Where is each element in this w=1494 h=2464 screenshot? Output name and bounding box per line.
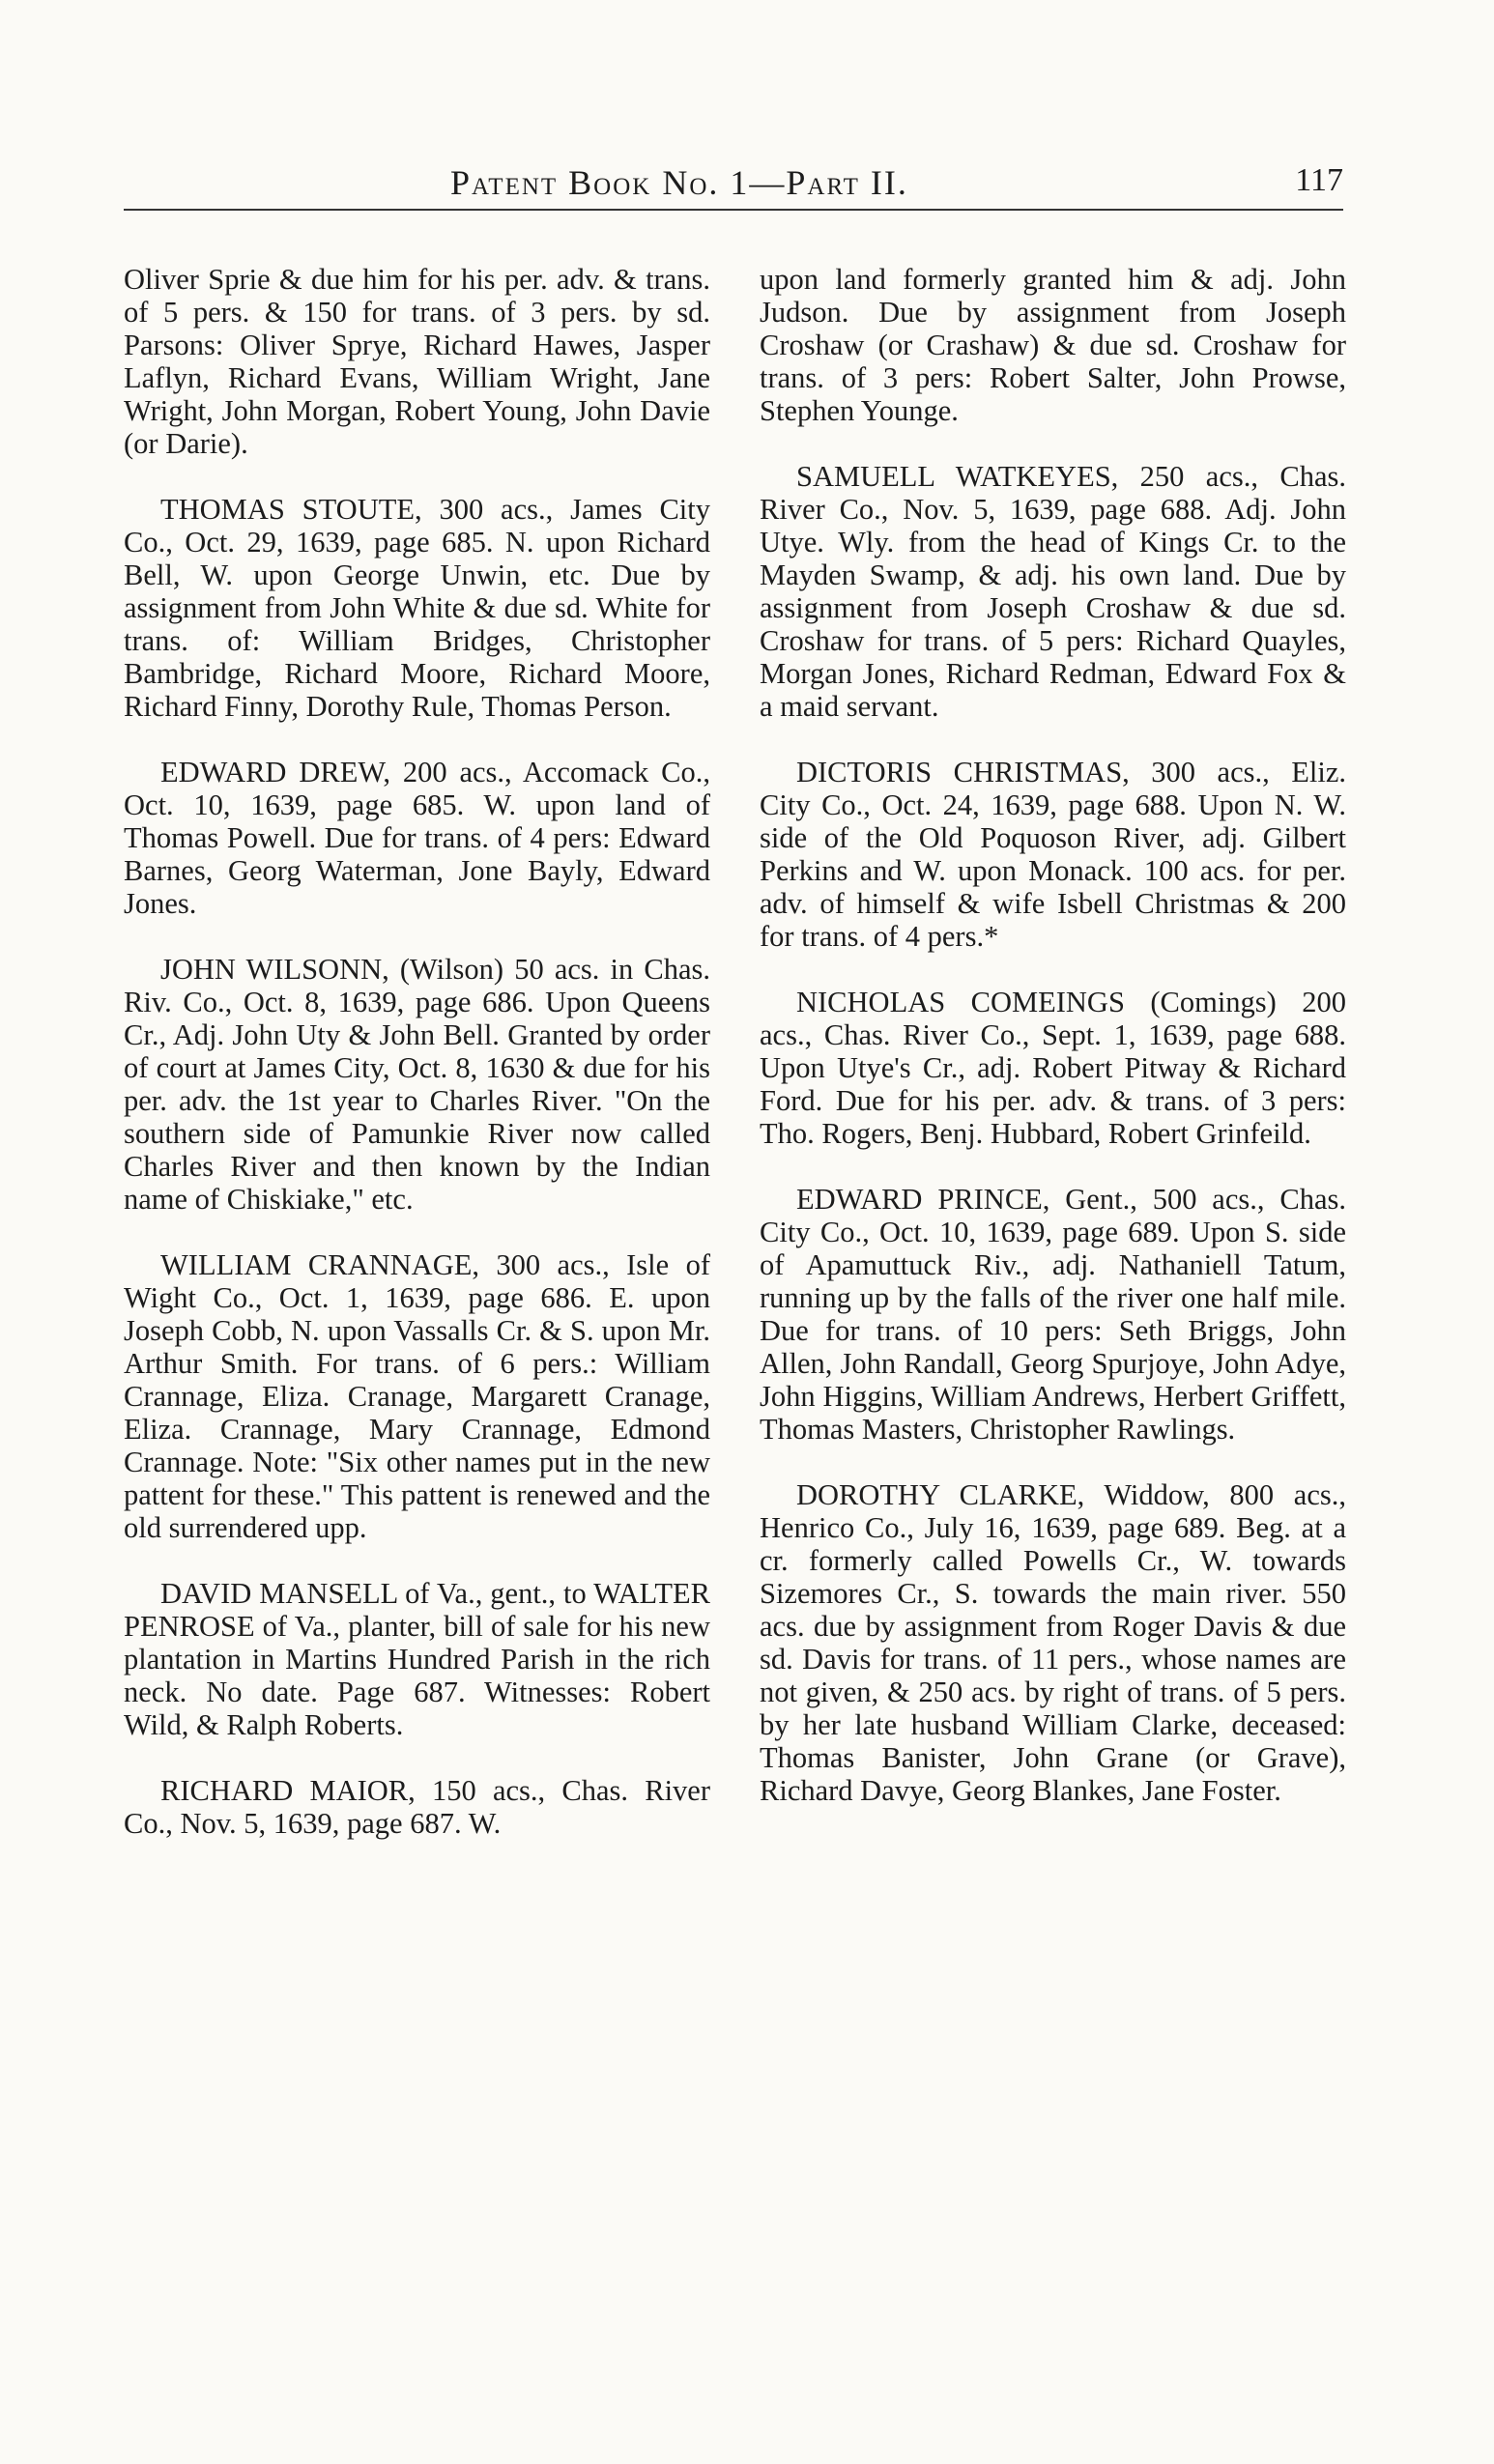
patent-entry: DOROTHY CLARKE, Widdow, 800 acs., Henrico Co., July 16, 1639, page 689. Beg. at a cr. formerly called Powells Cr., W. towards Sizemores Cr., S. towards the main river. 550 acs. due by assignment from Roger Davis & due sd. Davis for trans. of 11 pers., whose names are not given, & 250 acs. by right of trans. of 5 pers. by her late husband William Clarke, deceased: Thomas Banister, John Grane (or Grave), Richard Davye, Georg Blankes, Jane Foster.	[760, 1478, 1346, 1807]
right-column	[760, 263, 1346, 1840]
patent-entry: EDWARD DREW, 200 acs., Accomack Co., Oct. 10, 1639, page 685. W. upon land of Thomas Powell. Due for trans. of 4 pers: Edward Barnes, Georg Waterman, Jone Bayly, Edward Jones.	[124, 756, 710, 920]
patent-entry: DICTORIS CHRISTMAS, 300 acs., Eliz. City Co., Oct. 24, 1639, page 688. Upon N. W. side of the Old Poquoson River, adj. Gilbert Perkins and W. upon Monack. 100 acs. for per. adv. of himself & wife Isbell Christmas & 200 for trans. of 4 pers.*	[760, 756, 1346, 953]
page-number: 117	[1295, 162, 1343, 198]
left-column	[124, 263, 710, 1873]
running-title: Patent Book No. 1—Part II.	[450, 163, 908, 202]
patent-entry: THOMAS STOUTE, 300 acs., James City Co., Oct. 29, 1639, page 685. N. upon Richard Bell, W. upon George Unwin, etc. Due by assignment from John White & due sd. White for trans. of: William Bridges, Christopher Bambridge, Richard Moore, Richard Moore, Richard Finny, Dorothy Rule, Thomas Person.	[124, 493, 710, 723]
patent-entry: JOHN WILSONN, (Wilson) 50 acs. in Chas. Riv. Co., Oct. 8, 1639, page 686. Upon Queens Cr., Adj. John Uty & John Bell. Granted by order of court at James City, Oct. 8, 1630 & due for his per. adv. the 1st year to Charles River. "On the southern side of Pamunkie River now called Charles River and then known by the Indian name of Chiskiake," etc.	[124, 953, 710, 1216]
patent-entry: Oliver Sprie & due him for his per. adv. & trans. of 5 pers. & 150 for trans. of 3 pers. by sd. Parsons: Oliver Sprye, Richard Hawes, Jasper Laflyn, Richard Evans, William Wright, Jane Wright, John Morgan, Robert Young, John Davie (or Darie).	[124, 263, 710, 460]
patent-entry: EDWARD PRINCE, Gent., 500 acs., Chas. City Co., Oct. 10, 1639, page 689. Upon S. side of Apamuttuck Riv., adj. Nathaniell Tatum, running up by the falls of the river one half mile. Due for trans. of 10 pers: Seth Briggs, John Allen, John Randall, Georg Spurjoye, John Adye, John Higgins, William Andrews, Herbert Griffett, Thomas Masters, Christopher Rawlings.	[760, 1183, 1346, 1446]
header-rule	[124, 209, 1343, 211]
patent-entry: NICHOLAS COMEINGS (Comings) 200 acs., Chas. River Co., Sept. 1, 1639, page 688. Upon Utye's Cr., adj. Robert Pitway & Richard Ford. Due for his per. adv. & trans. of 3 pers: Tho. Rogers, Benj. Hubbard, Robert Grinfeild.	[760, 986, 1346, 1150]
patent-entry: WILLIAM CRANNAGE, 300 acs., Isle of Wight Co., Oct. 1, 1639, page 686. E. upon Joseph Cobb, N. upon Vassalls Cr. & S. upon Mr. Arthur Smith. For trans. of 6 pers.: William Crannage, Eliza. Cranage, Margarett Cranage, Eliza. Crannage, Mary Crannage, Edmond Crannage. Note: "Six other names put in the new pattent for these." This pattent is renewed and the old surrendered upp.	[124, 1248, 710, 1544]
patent-entry: RICHARD MAIOR, 150 acs., Chas. River Co., Nov. 5, 1639, page 687. W.	[124, 1774, 710, 1840]
patent-entry: upon land formerly granted him & adj. John Judson. Due by assignment from Joseph Croshaw (or Crashaw) & due sd. Croshaw for trans. of 3 pers: Robert Salter, John Prowse, Stephen Younge.	[760, 263, 1346, 427]
patent-entry: DAVID MANSELL of Va., gent., to WALTER PENROSE of Va., planter, bill of sale for his new plantation in Martins Hundred Parish in the rich neck. No date. Page 687. Witnesses: Robert Wild, & Ralph Roberts.	[124, 1577, 710, 1741]
patent-entry: SAMUELL WATKEYES, 250 acs., Chas. River Co., Nov. 5, 1639, page 688. Adj. John Utye. Wly. from the head of Kings Cr. to the Mayden Swamp, & adj. his own land. Due by assignment from Joseph Croshaw & due sd. Croshaw for trans. of 5 pers: Richard Quayles, Morgan Jones, Richard Redman, Edward Fox & a maid servant.	[760, 460, 1346, 723]
